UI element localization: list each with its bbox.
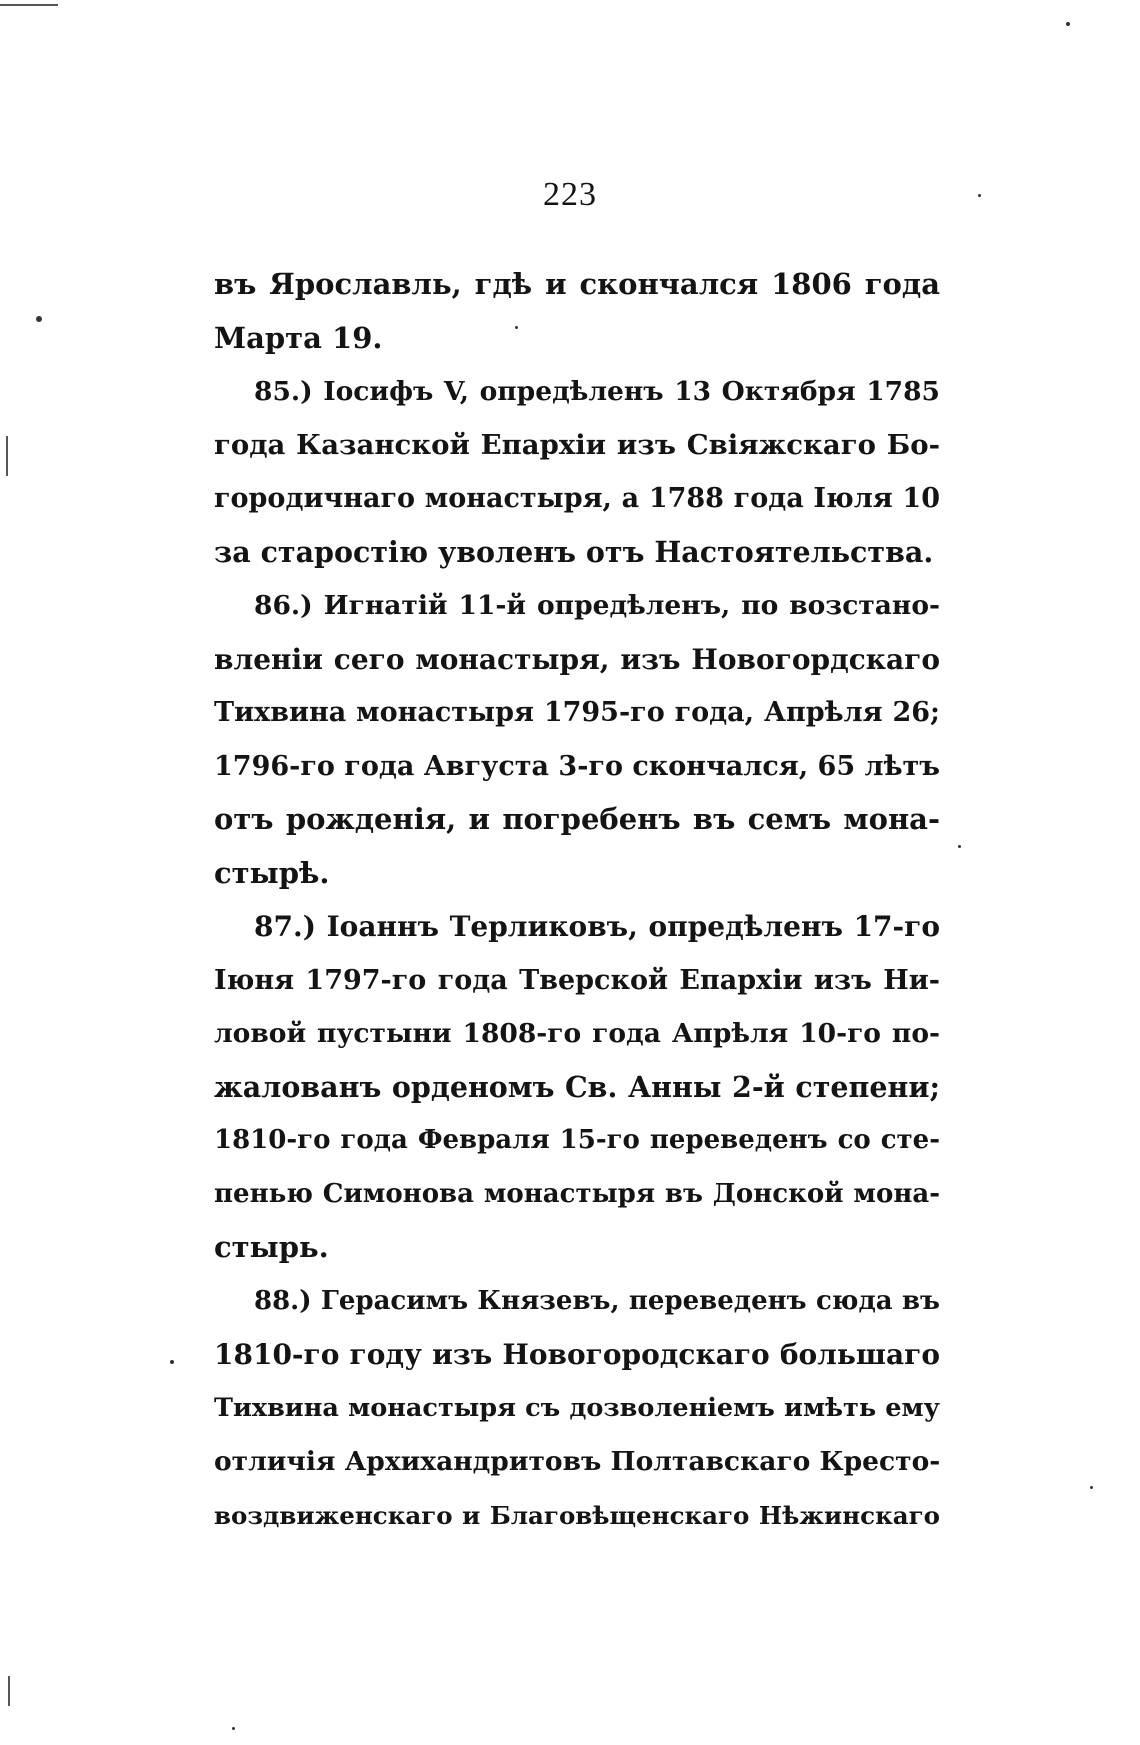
text-line: пенью Симонова монастыря въ Донской мона-: [214, 1178, 940, 1209]
scan-speck: [1066, 22, 1070, 26]
text-line: 85.) Іосифъ V, опредѣленъ 13 Октября 1785: [254, 376, 940, 407]
scan-speck: [515, 326, 518, 329]
text-line: городичнаго монастыря, а 1788 года Іюля 10: [214, 483, 940, 514]
scan-speck: [1090, 1486, 1093, 1489]
text-line: стырь.: [214, 1230, 329, 1264]
text-line: Тихвина монастыря 1795-го года, Апрѣля 26;: [214, 697, 940, 728]
text-line: 87.) Іоаннъ Терликовъ, опредѣленъ 17-го: [254, 910, 940, 943]
text-line: жалованъ орденомъ Св. Анны 2-й степени;: [214, 1069, 940, 1104]
scan-edge-mark: [6, 436, 8, 476]
text-line: 86.) Игнатій 11-й опредѣленъ, по возстано-: [254, 590, 940, 621]
text-line: за старостію уволенъ отъ Настоятельства.: [214, 534, 934, 569]
scan-speck: [232, 1727, 235, 1730]
page-number: 223: [543, 176, 597, 213]
text-line: воздвиженскаго и Благовѣщенскаго Нѣжинскаго: [214, 1500, 940, 1530]
text-line: стырѣ.: [214, 855, 330, 890]
scan-edge-mark: [0, 4, 58, 6]
scan-speck: [170, 1360, 174, 1364]
text-line: отличія Архихандритовъ Полтавскаго Кресто-: [214, 1446, 941, 1477]
text-line: отъ рожденія, и погребенъ въ семъ мона-: [214, 802, 940, 836]
scan-speck: [36, 316, 42, 322]
text-line: вленіи сего монастыря, изъ Новогордскаго: [214, 642, 940, 676]
body-text: [214, 258, 940, 1542]
text-line: 1810-го году изъ Новогородскаго большаго: [214, 1338, 940, 1371]
text-line: Іюня 1797-го года Тверской Епархіи изъ Ни-: [214, 964, 940, 996]
text-line: Марта 19.: [214, 320, 383, 355]
scan-speck: [958, 845, 961, 848]
text-line: 88.) Герасимъ Князевъ, переведенъ сюда въ: [254, 1285, 940, 1316]
scan-speck: [978, 194, 981, 197]
scan-edge-mark: [8, 1676, 10, 1706]
text-line: 1796-го года Августа 3-го скончался, 65 лѣтъ: [214, 750, 940, 782]
text-line: Тихвина монастыря съ дозволеніемъ имѣть ему: [214, 1392, 940, 1423]
text-line: въ Ярославль, гдѣ и скончался 1806 года: [214, 267, 940, 301]
text-line: 1810-го года Февраля 15-го переведенъ со сте-: [214, 1125, 940, 1155]
text-line: ловой пустыни 1808-го года Апрѣля 10-го по-: [214, 1018, 940, 1049]
text-line: года Казанской Епархіи изъ Свіяжскаго Бо-: [214, 428, 940, 461]
